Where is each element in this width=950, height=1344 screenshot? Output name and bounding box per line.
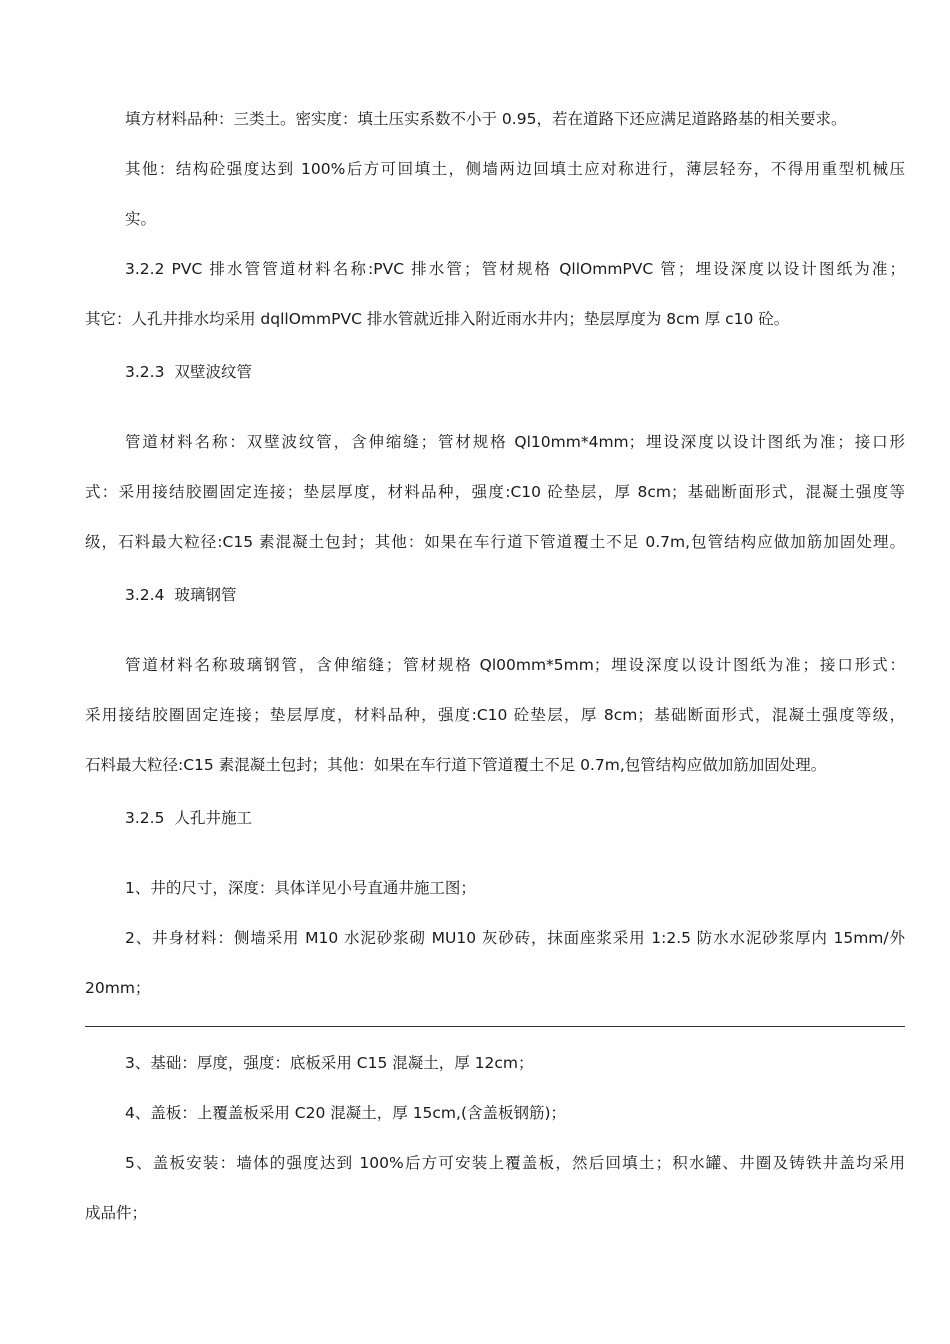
heading-title: 双壁波纹管 [174,363,252,381]
section-heading-3-2-5 [125,807,252,829]
paragraph-line: 实。 [125,210,157,228]
paragraph-line: 管道材料名称玻璃钢管，含伸缩缝；管材规格 Ql00mm*5mm；埋设深度以设计图纸为准；接口形式： [125,656,905,674]
list-item: 3、基础：厚度，强度：底板采用 C15 混凝土，厚 12cm； [125,1054,534,1072]
heading-number: 3.2.4 [125,586,165,604]
paragraph-line: 其它：人孔井排水均采用 dqllOmmPVC 排水管就近排入附近雨水井内；垫层厚度为 8cm 厚 c10 砼。 [85,310,790,328]
paragraph-line: 管道材料名称：双壁波纹管，含伸缩缝；管材规格 Ql10mm*4mm；埋设深度以设计图纸为准；接口形 [125,433,905,451]
heading-number: 3.2.3 [125,363,165,381]
paragraph-line: 采用接结胶圈固定连接；垫层厚度，材料品种，强度:C10 砼垫层，厚 8cm；基础断面形式，混凝土强度等级， [85,706,905,724]
paragraph-line: 20mm； [85,979,151,997]
section-heading-3-2-2: 3.2.2 PVC 排水管管道材料名称:PVC 排水管；管材规格 QllOmmPVC 管；埋设深度以设计图纸为准； [125,260,905,278]
paragraph-line: 其他：结构砼强度达到 100%后方可回填土，侧墙两边回填土应对称进行，薄层轻夯，不得用重型机械压 [125,160,905,178]
paragraph-line: 填方材料品种：三类土。密实度：填土压实系数不小于 0.95，若在道路下还应满足道路路基的相关要求。 [125,110,847,128]
list-item: 2、井身材料：侧墙采用 M10 水泥砂浆砌 MU10 灰砂砖，抹面座浆采用 1:2.5 防水水泥砂浆厚内 15mm/外 [125,929,905,947]
heading-title: 玻璃钢管 [174,586,237,604]
list-item: 4、盖板：上覆盖板采用 C20 混凝土，厚 15cm,(含盖板钢筋)； [125,1104,567,1122]
list-item: 1、井的尺寸，深度：具体详见小号直通井施工图； [125,879,476,897]
heading-number: 3.2.5 [125,809,165,827]
paragraph-line: 式：采用接结胶圈固定连接；垫层厚度，材料品种，强度:C10 砼垫层，厚 8cm；基础断面形式，混凝土强度等 [85,483,905,501]
paragraph-line: 级，石料最大粒径:C15 素混凝土包封；其他：如果在车行道下管道覆土不足 0.7m,包管结构应做加筋加固处理。 [85,533,905,551]
paragraph-line: 成品件； [85,1204,148,1222]
paragraph-line: 石料最大粒径:C15 素混凝土包封；其他：如果在车行道下管道覆土不足 0.7m,包管结构应做加筋加固处理。 [85,756,827,774]
page-break-rule [85,1026,905,1027]
section-heading-3-2-3 [125,361,252,383]
section-heading-3-2-4 [125,584,236,606]
list-item: 5、盖板安装：墙体的强度达到 100%后方可安装上覆盖板，然后回填土；积水罐、井圈及铸铁井盖均采用 [125,1154,905,1172]
heading-title: 人孔井施工 [174,809,252,827]
